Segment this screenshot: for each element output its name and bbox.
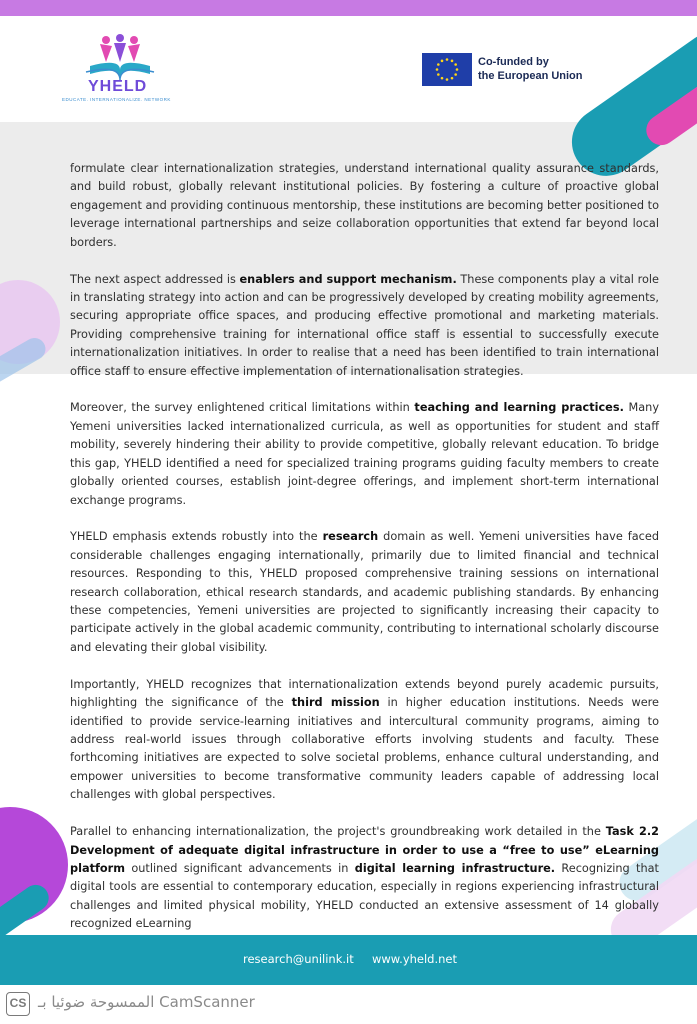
- scanner-watermark-text: الممسوحة ضوئيا بـ CamScanner: [38, 993, 255, 1011]
- text-run: Recognizing that digital tools are essential to contemporary education, especially in regions experiencing infrastructural challenges and limited physical mobility, YHELD conducted an extensive assessment of 14 globally recognized eLearning: [70, 861, 659, 931]
- bold-text: enablers and support mechanism.: [239, 272, 457, 286]
- bold-text: Task 2.2 Development of adequate digital infrastructure in order to use a “free to use” eLearning platform: [70, 825, 660, 875]
- bold-text: third mission: [291, 696, 380, 710]
- text-run: These components play a vital role in translating strategy into action and can be progressively developed by creating mobility agreements, securing appropriate office spaces, and producing effective promotional and marketing materials. Providing comprehensive training for international office staff is essential to successfully execute internationalization initiatives. In order to realise that a need has been identified to train international office staff to ensure effective implementation of internationalisation strategies.: [70, 272, 659, 378]
- bold-text: digital learning infrastructure.: [354, 861, 556, 875]
- text-run: Importantly, YHELD recognizes that internationalization extends beyond purely academic pursuits, highlighting the significance of the: [70, 677, 659, 710]
- text-run: Moreover, the survey enlightened critical limitations within: [70, 401, 415, 415]
- logo-wordmark: YHELD: [88, 78, 148, 95]
- bold-text: research: [322, 530, 379, 544]
- eu-star: [454, 63, 457, 66]
- camscanner-logo-icon: CS: [6, 992, 30, 1016]
- text-run: YHELD emphasis extends robustly into the: [70, 530, 323, 544]
- text-run: The next aspect addressed is: [70, 272, 240, 286]
- eu-star: [437, 73, 440, 76]
- footer-email-link[interactable]: research@unilink.it: [243, 952, 354, 966]
- eu-star: [441, 77, 444, 80]
- text-run: Many Yemeni universities lacked internationalized curricula, as well as opportunities for student and staff mobility, severely hindering their ability to provide competitive, globally relevant education. To bridge this gap, YHELD identified a need for specialized training programs guiding faculty members to create globally oriented courses, establish joint-degree offerings, and implement short-term international exchange programs.: [70, 401, 660, 507]
- eu-star: [436, 68, 439, 71]
- paragraph: [70, 528, 659, 657]
- eu-line-2: the European Union: [478, 70, 583, 82]
- logo-tagline: EDUCATE. INTERNATIONALIZE. NETWORK: [62, 97, 171, 102]
- eu-star: [446, 58, 449, 61]
- bold-text: teaching and learning practices.: [414, 401, 624, 415]
- main-text: [70, 160, 659, 952]
- eu-cofunded-text: [478, 55, 583, 83]
- eu-star: [451, 77, 454, 80]
- eu-star: [441, 60, 444, 63]
- text-run: domain as well. Yemeni universities have faced considerable challenges engaging internationally, primarily due to limited financial and technical resources. Responding to this, YHELD proposed comprehensive training sessions on international research collaboration, ethical research standards, and academic publishing standards. By enhancing these competencies, Yemeni universities are projected to significantly increasing their capacity to participate actively in the global academic community, contributing to international scholarly discourse and elevating their global visibility.: [70, 530, 659, 654]
- paragraph: [70, 399, 659, 509]
- eu-flag-icon: [422, 53, 472, 86]
- text-run: Parallel to enhancing internationalization, the project's groundbreaking work detailed in the: [70, 825, 606, 839]
- paragraph: [70, 271, 659, 381]
- text-run: formulate clear internationalization strategies, understand international quality assurance standards, and build robust, globally relevant institutional policies. By fostering a culture of proactive global engagement and providing continuous mentorship, these institutions are becoming better positioned to leverage international partnerships and seize collaboration opportunities that extend far beyond local borders.: [70, 162, 659, 249]
- eu-star: [446, 78, 449, 81]
- eu-star: [437, 63, 440, 66]
- text-run: outlined significant advancements in: [125, 861, 355, 875]
- paragraph: [70, 676, 659, 805]
- eu-star: [451, 60, 454, 63]
- eu-line-1: Co-funded by: [478, 56, 549, 68]
- eu-star: [456, 68, 459, 71]
- text-run: in higher education institutions. Needs were identified to provide service-learning initiatives and intercultural community programs, aiming to address real-world issues through collaborative efforts involving students and faculty. These forthcoming initiatives are expected to solve societal problems, enhance cultural understanding, and empower universities to become transformative community leaders capable of addressing local challenges with global perspectives.: [70, 696, 659, 802]
- eu-star: [454, 73, 457, 76]
- footer-website-link[interactable]: www.yheld.net: [372, 952, 458, 966]
- paragraph: [70, 823, 659, 933]
- paragraph: [70, 160, 659, 252]
